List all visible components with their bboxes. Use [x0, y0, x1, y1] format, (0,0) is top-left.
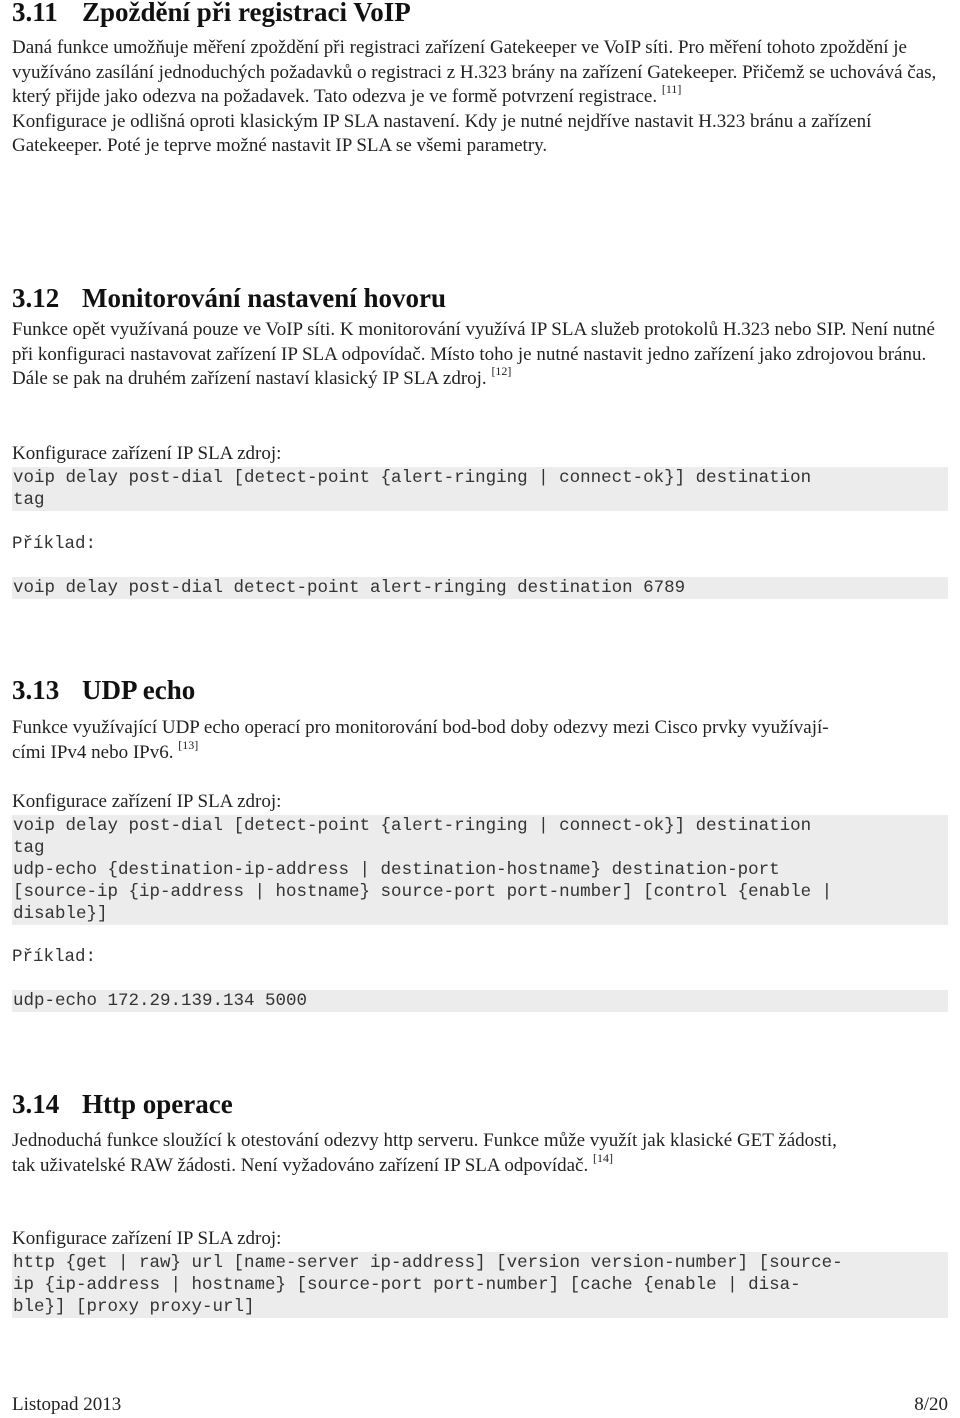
code-line: tag	[13, 490, 45, 510]
code-line: ip {ip-address | hostname} [source-port port-number] [cache {enable | disa-	[13, 1275, 801, 1295]
citation: [11]	[661, 82, 682, 96]
section-heading-3-11	[12, 0, 948, 28]
config-label-3-14: Konfigurace zařízení IP SLA zdroj:	[12, 1228, 282, 1249]
example-code-3-12: voip delay post-dial detect-point alert-ringing destination 6789	[12, 577, 948, 599]
config-code-3-12	[12, 467, 948, 511]
section-title: Zpoždění při registraci VoIP	[82, 0, 411, 27]
section-title: UDP echo	[82, 675, 196, 705]
config-code-3-14	[12, 1252, 948, 1318]
citation: [13]	[178, 737, 199, 752]
paragraph-text: Funkce opět využívaná pouze ve VoIP síti. K monitorování využívá IP SLA služeb protokolů H.323 nebo SIP. Není nutné při konfiguraci nastavovat zařízení IP SLA odpovídač. Místo toho je nutné nastavit jedno zařízení jako zdrojovou bránu. Dále se pak na druhém zařízení nastaví klasický IP SLA zdroj.	[12, 319, 935, 389]
section-title: Http operace	[82, 1089, 233, 1119]
section-number: 3.13	[12, 675, 60, 705]
footer-date: Listopad 2013	[12, 1394, 122, 1415]
code-line: udp-echo {destination-ip-address | destination-hostname} destination-port	[13, 860, 780, 880]
config-label-3-13: Konfigurace zařízení IP SLA zdroj:	[12, 791, 282, 812]
config-label-3-12: Konfigurace zařízení IP SLA zdroj:	[12, 443, 282, 464]
code-line: voip delay post-dial [detect-point {alert-ringing | connect-ok}] destination	[13, 816, 812, 836]
paragraph-line	[12, 737, 948, 766]
example-code-3-13: udp-echo 172.29.139.134 5000	[12, 990, 948, 1012]
example-label-3-12: Příklad:	[12, 534, 97, 554]
paragraph-line: Funkce využívající UDP echo operací pro monitorování bod-bod doby odezvy mezi Cisco prvky využívají-	[12, 717, 829, 738]
paragraph-text: Daná funkce umožňuje měření zpoždění při registraci zařízení Gatekeeper ve VoIP síti. Pro měření tohoto zpoždění je využíváno zasílání jednoduchých požadavků o registraci z H.323 brány na zařízení Gatekeeper. Přičemž se uchovává čas, který přijde jako odezva na požadavek. Tato odezva je ve formě potvrzení registrace.	[12, 37, 937, 107]
section-number: 3.14	[12, 1089, 60, 1119]
code-line: voip delay post-dial [detect-point {alert-ringing | connect-ok}] destination	[13, 468, 812, 488]
config-code-3-13	[12, 815, 948, 925]
code-line: disable}]	[13, 904, 108, 924]
paragraph-3-11-b: Konfigurace je odlišná oproti klasickým IP SLA nastavení. Kdy je nutné nejdříve nastavit H.323 bránu a zařízení Gatekeeper. Poté je teprve možné nastavit IP SLA se všemi parametry.	[12, 110, 872, 156]
code-line: [source-ip {ip-address | hostname} source-port port-number] [control {enable |	[13, 882, 833, 902]
example-label-3-13: Příklad:	[12, 947, 97, 967]
paragraph-3-11-a	[12, 36, 948, 110]
section-title: Monitorování nastavení hovoru	[82, 283, 447, 313]
paragraph-text: cími IPv4 nebo IPv6.	[12, 741, 174, 763]
section-3-14-body	[12, 1129, 948, 1178]
section-3-11-body	[12, 36, 948, 159]
citation: [14]	[592, 1150, 613, 1165]
section-heading-3-14	[12, 1088, 948, 1120]
section-number: 3.12	[12, 283, 60, 313]
section-3-12-body	[12, 318, 948, 392]
section-3-13-body	[12, 716, 948, 765]
paragraph-line: Jednoduchá funkce sloužící k otestování odezvy http serveru. Funkce může využít jak klasické GET žádosti,	[12, 1130, 837, 1151]
page-number: 8/20	[914, 1394, 948, 1415]
section-number: 3.11	[12, 0, 58, 27]
code-line: ble}] [proxy proxy-url]	[13, 1297, 255, 1317]
section-heading-3-12	[12, 282, 948, 314]
code-line: tag	[13, 838, 45, 858]
paragraph-3-12	[12, 318, 948, 392]
code-line: http {get | raw} url [name-server ip-address] [version version-number] [source-	[13, 1253, 843, 1273]
section-heading-3-13	[12, 674, 948, 706]
citation: [12]	[491, 364, 512, 378]
paragraph-text: tak uživatelské RAW žádosti. Není vyžadováno zařízení IP SLA odpovídač.	[12, 1154, 589, 1176]
paragraph-line	[12, 1150, 948, 1179]
